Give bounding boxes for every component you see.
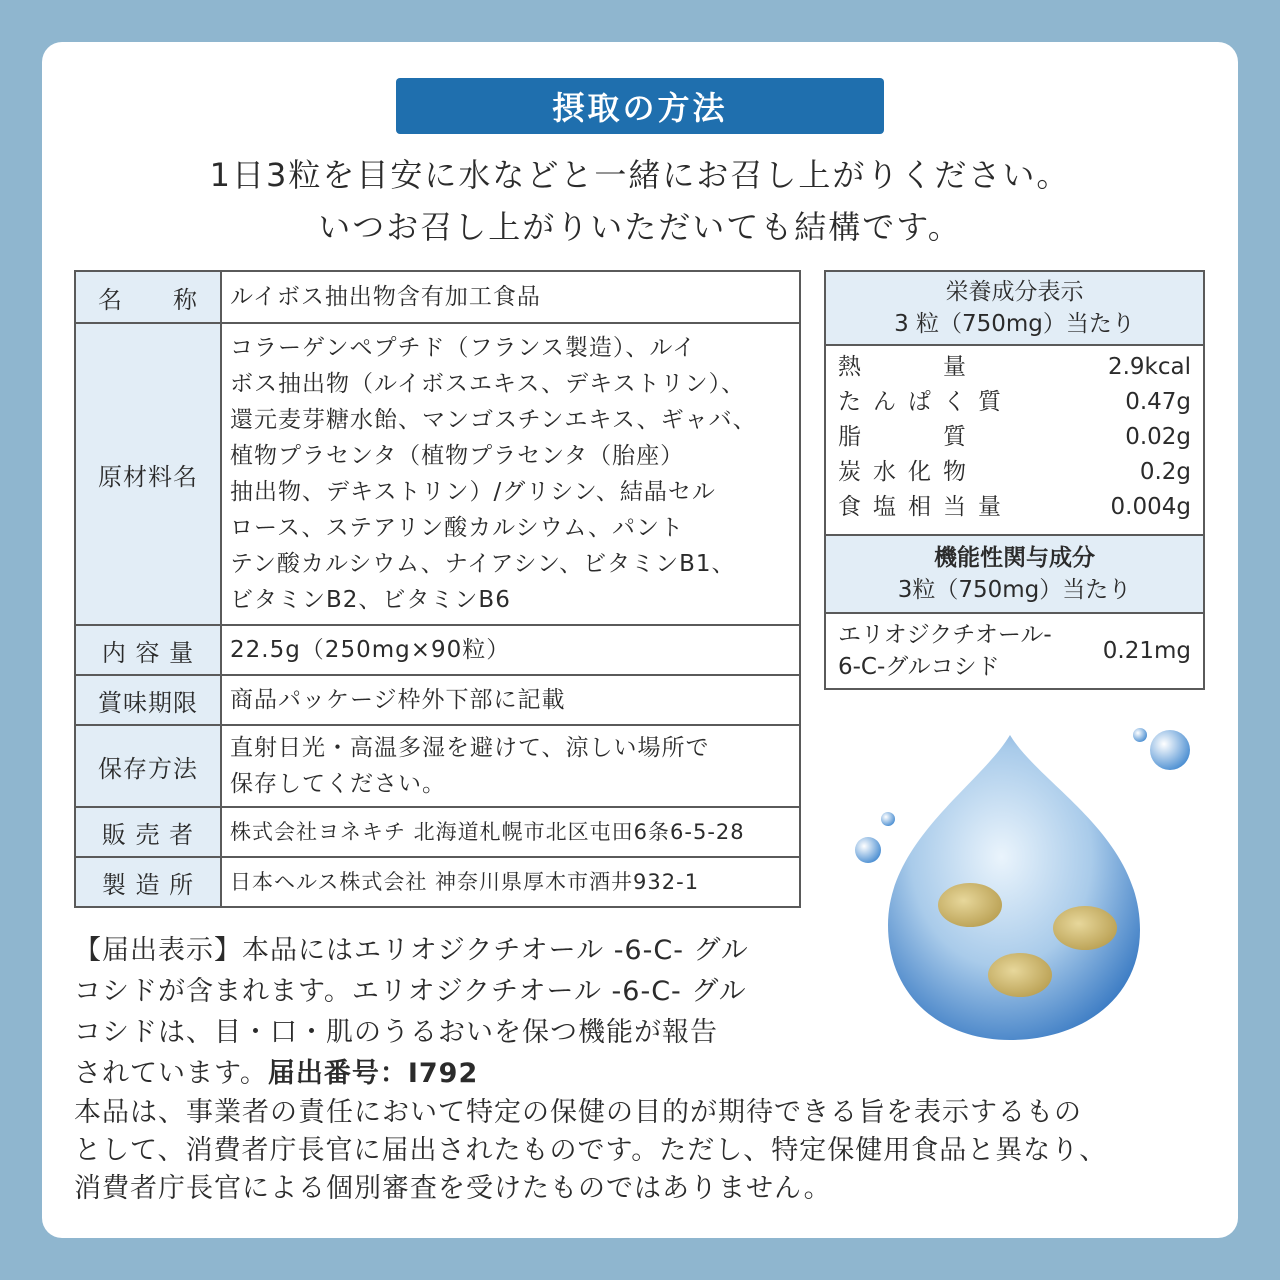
functional-name-line: 6-C-グルコシド xyxy=(838,654,1000,680)
ingredients-line: 還元麦芽糖水飴、マンゴスチンエキス、ギャバ、 xyxy=(230,407,757,433)
table-row xyxy=(75,725,800,807)
tablet xyxy=(938,883,1002,927)
maker-key: 製 造 所 xyxy=(75,857,221,907)
disclaimer-line: 本品は、事業者の責任において特定の保健の目的が期待できる旨を表示するもの xyxy=(74,1097,1082,1128)
functional-serving: 3粒（750mg）当たり xyxy=(897,577,1132,603)
ingredients-line: テン酸カルシウム、ナイアシン、ビタミンB1、 xyxy=(230,551,736,577)
nutrition-row xyxy=(838,455,1191,490)
intro-line-2: いつお召し上がりいただいても結構です。 xyxy=(318,208,962,246)
ingredients-line: 抽出物、デキストリン）/グリシン、結晶セル xyxy=(230,479,716,505)
nutrient-name: たんぱく質 xyxy=(838,389,1013,415)
nutrition-serving: 3 粒（750mg）当たり xyxy=(894,311,1135,337)
notification-number: 届出番号：I792 xyxy=(267,1058,479,1089)
functional-row xyxy=(826,614,1203,688)
seller-key: 販 売 者 xyxy=(75,807,221,857)
nutrient-value: 0.02g xyxy=(1125,424,1191,450)
storage-key: 保存方法 xyxy=(75,725,221,807)
notice-line: コシドは、目・口・肌のうるおいを保つ機能が報告 xyxy=(74,1017,718,1048)
disclaimer xyxy=(74,1094,1214,1208)
product-info-table xyxy=(74,270,801,908)
nutrition-facts-box xyxy=(824,270,1205,690)
water-drop-illustration xyxy=(840,715,1200,1045)
ingredients-line: ビタミンB2、ビタミンB6 xyxy=(230,587,511,613)
nutrition-row xyxy=(838,385,1191,420)
amount-value: 22.5g（250mg×90粒） xyxy=(221,625,800,675)
expiry-key: 賞味期限 xyxy=(75,675,221,725)
maker-value: 日本ヘルス株式会社 神奈川県厚木市酒井932-1 xyxy=(221,857,800,907)
functional-name-line: エリオジクチオール- xyxy=(838,622,1052,648)
name-value: ルイボス抽出物含有加工食品 xyxy=(221,271,800,323)
nutrient-value: 0.2g xyxy=(1139,459,1191,485)
nutrient-value: 2.9kcal xyxy=(1107,354,1191,380)
nutrition-title: 栄養成分表示 xyxy=(945,279,1084,305)
notice-line: 【届出表示】本品にはエリオジクチオール -6-C- グル xyxy=(74,935,749,966)
disclaimer-line: 消費者庁長官による個別審査を受けたものではありません。 xyxy=(74,1173,832,1204)
nutrition-rows xyxy=(826,346,1203,536)
storage-line: 直射日光・高温多湿を避けて、涼しい場所で xyxy=(230,735,710,761)
nutrition-row xyxy=(838,350,1191,385)
nutrition-row xyxy=(838,420,1191,455)
ingredients-line: ボス抽出物（ルイボスエキス、デキストリン）、 xyxy=(230,371,746,397)
disclaimer-line: として、消費者庁長官に届出されたものです。ただし、特定保健用食品と異なり、 xyxy=(74,1135,1108,1166)
nutrient-name: 食塩相当量 xyxy=(838,494,1013,520)
nutrient-name: 脂 質 xyxy=(838,424,978,450)
functional-title: 機能性関与成分 xyxy=(934,545,1095,571)
tablet xyxy=(988,953,1052,997)
notice-line: コシドが含まれます。エリオジクチオール -6-C- グル xyxy=(74,976,747,1007)
functional-value: 0.21mg xyxy=(1102,638,1191,664)
nutrition-row xyxy=(838,490,1191,525)
functional-ingredient-name xyxy=(838,619,1052,683)
bubble xyxy=(1133,728,1147,742)
table-row xyxy=(75,675,800,725)
name-key: 名 称 xyxy=(75,271,221,323)
ingredients-value xyxy=(221,323,800,625)
table-row xyxy=(75,857,800,907)
seller-value: 株式会社ヨネキチ 北海道札幌市北区屯田6条6-5-28 xyxy=(221,807,800,857)
ingredients-line: ロース、ステアリン酸カルシウム、パント xyxy=(230,515,685,541)
nutrient-value: 0.004g xyxy=(1110,494,1191,520)
storage-value xyxy=(221,725,800,807)
amount-key: 内 容 量 xyxy=(75,625,221,675)
section-title: 摂取の方法 xyxy=(396,78,884,134)
table-row xyxy=(75,323,800,625)
bubble xyxy=(1150,730,1190,770)
table-row xyxy=(75,625,800,675)
tablet xyxy=(1053,906,1117,950)
nutrition-header xyxy=(826,272,1203,346)
bubble xyxy=(881,812,895,826)
nutrient-name: 熱 量 xyxy=(838,354,978,380)
notification-statement xyxy=(74,930,834,1094)
ingredients-key: 原材料名 xyxy=(75,323,221,625)
table-row xyxy=(75,271,800,323)
table-row xyxy=(75,807,800,857)
notice-line xyxy=(74,1053,834,1094)
nutrient-value: 0.47g xyxy=(1125,389,1191,415)
ingredients-line: 植物プラセンタ（植物プラセンタ（胎座） xyxy=(230,443,685,469)
bubble xyxy=(855,837,881,863)
functional-header xyxy=(826,536,1203,614)
nutrient-name: 炭水化物 xyxy=(838,459,978,485)
intro-line-1: 1日3粒を目安に水などと一緒にお召し上がりください。 xyxy=(209,156,1071,194)
notice-line-4: されています。 xyxy=(74,1058,268,1089)
ingredients-line: コラーゲンペプチド（フランス製造）、ルイ xyxy=(230,335,697,361)
storage-line: 保存してください。 xyxy=(230,771,446,797)
expiry-value: 商品パッケージ枠外下部に記載 xyxy=(221,675,800,725)
